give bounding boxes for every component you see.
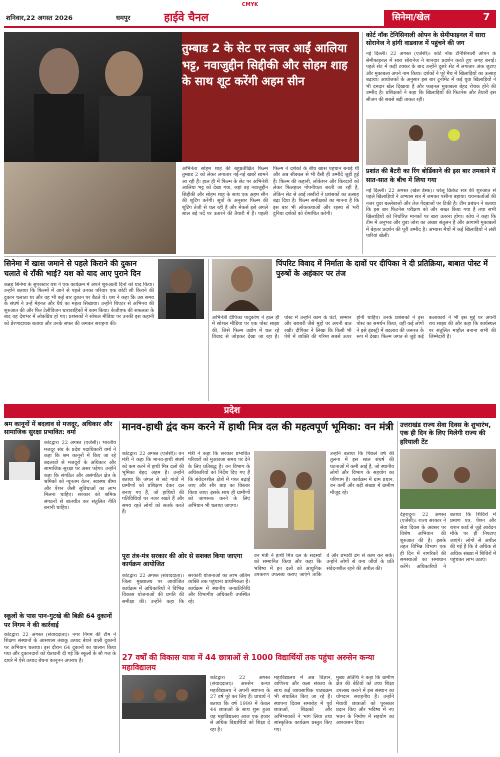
section-name: सिनेमा/खेल <box>392 13 430 23</box>
right-column <box>366 32 496 254</box>
mid-left-headline: सिनेमा में खास जमाने से पहले किराने की दुकान चलाते थे राँकी भाई? यश को याद आए पुराने दिन <box>4 259 141 278</box>
col1-headline: श्रम कानूनों में बदलाव से मजदूर, अधिकार और सामाजिक सुरक्षा प्रभावित: वर्मा <box>4 421 113 437</box>
col1-sub-headline: स्कूलों के पास पान-गुटखे की बिक्री 64 दुकानों पर निगम ने की कार्रवाई <box>4 613 112 629</box>
mid-left-body: कन्नड़ सिनेमा के सुपरस्टार यश ने एक कार्यक्रम में अपने शुरुआती दिनों को याद किया। उन्होंने बताया कि फिल्मों में आने से पहले उनका परिवार एक छोटी सी किराने की दुकान चलाता था और वह भी कई बार दुकान पर बैठते थे। यश ने कहा कि उस समय के संघर्ष ने उन्हें मेहनत और धैर्य का महत्व सिखाया। उन्होंने थिएटर से अभिनय की शुरुआत की और फिर टेलीविजन धारावाहिकों में काम किया। केजीएफ की सफलता के बाद वह देशभर में लोकप्रिय हो गए। प्रशंसकों ने सोशल मीडिया पर उनकी इस कहानी को प्रेरणादायक बताया और उनके सफर की जमकर सराहना की। <box>4 281 154 327</box>
deepika-portrait <box>212 259 272 311</box>
issue-date: शनिवार,22 अगस्त 2026 <box>6 14 73 22</box>
right-body: देहरादून। 22 अगस्त (एजेंसी)। राज्य सरकार ने सेवा दिवस के अवसर पर विशेष अभियान की शुरुआत की है। इसके तहत विभिन्न विभाग एक ही दिन में नागरिकों की समस्याओं का समाधान करेंगे। अधिकारियों ने बताया कि शिविरों में प्रमाण पत्र, पेंशन और राशन कार्ड से जुड़े आवेदन मौके पर ही निपटाए जाएंगे। लोगों से अपील की गई है कि वे अधिक से अधिक संख्या में शिविरों में पहुंचकर लाभ उठाएं। <box>400 511 496 570</box>
mid-right-story <box>212 259 496 401</box>
story1-photo <box>366 119 496 165</box>
col1-body: कोटद्वार। 22 अगस्त (एजेंसी)। भारतीय मजदूर संघ के प्रदेश पदाधिकारी वर्मा ने कहा कि श्रम कानूनों में किए जा रहे बदलावों से मजदूरों के अधिकार और सामाजिक सुरक्षा पर असर पड़ेगा। उन्होंने कहा कि संगठित और असंगठित क्षेत्र के श्रमिकों को न्यूनतम वेतन, स्वास्थ्य बीमा और पेंशन जैसी सुविधाओं का लाभ मिलना चाहिए। सरकार को श्रमिक संगठनों से बातचीत कर संतुलित नीति बनानी चाहिए। <box>44 440 116 512</box>
bottom-photo <box>122 675 206 719</box>
yash-portrait <box>158 259 204 319</box>
section-banner <box>384 10 496 26</box>
seva-divas-figures <box>400 449 496 509</box>
college-ceremony-figures <box>122 675 206 719</box>
bottom-headline: 27 वर्षों की विकास यात्रा में 44 छात्राओं से 1000 विद्यार्थियों तक पहुंचा अरुसेन कन्या महाविद्यालय <box>122 653 375 672</box>
pradesh-main <box>122 421 394 651</box>
minister-event-figures <box>254 451 326 549</box>
brand-name: हाईवे चैनल <box>164 11 209 24</box>
side-headline: पूरा तंत्र-मंत्र सरकार की ओर से सशक्त किया जाएगा कार्यक्रम आयोजित <box>122 553 243 569</box>
main-body-4: वन मंत्री ने हाथी मित्र दल के सदस्यों को सम्मानित किया और कहा कि भविष्य में इन दलों को आधुनिक उपकरण उपलब्ध कराए जाएंगे ताकि वे और प्रभावी ढंग से काम कर सकें। उन्होंने लोगों से वन्य जीवों के प्रति संवेदनशील रहने की अपील की। <box>254 553 394 579</box>
main-body-2: मंत्री ने कहा कि सरकार प्रभावित परिवारों को मुआवजा समय पर देने के लिए प्रतिबद्ध है। वन विभाग के अधिकारियों को निर्देश दिए गए हैं कि संवेदनशील क्षेत्रों में गश्त बढ़ाई जाए और सौर बाड़ का विस्तार किया जाए। इसके साथ ही ग्रामीणों को जागरूक करने के लिए अभियान भी चलाया जाएगा। <box>188 451 250 509</box>
side-body: कोटद्वार। 22 अगस्त (संवाददाता)। जिला मुख्यालय पर आयोजित कार्यक्रम में अधिकारियों ने विभिन्न विकास योजनाओं की प्रगति की समीक्षा की। उन्होंने कहा कि सरकारी योजनाओं का लाभ अंतिम व्यक्ति तक पहुंचाना प्राथमिकता है। कार्यक्रम में स्थानीय जनप्रतिनिधि और विभागीय अधिकारी उपस्थित रहे। <box>122 573 250 605</box>
right-photo <box>400 449 496 509</box>
pradesh-col1 <box>4 421 116 753</box>
bottom-body-2: महाविद्यालय में अब विज्ञान, वाणिज्य और कला संकाय के साथ कई व्यावसायिक पाठ्यक्रम भी संचालित किए जा रहे हैं। स्थापना दिवस समारोह में पूर्व छात्राओं, शिक्षकों और अभिभावकों ने भाग लिया तथा सांस्कृतिक कार्यक्रम प्रस्तुत किए गए। <box>274 675 332 733</box>
right-headline: उत्तराखंड राज्य सेवा दिवस के शुभारंभ, एक ही दिन के लिए मिलेगी राज्य की हरियाली टेंट <box>400 421 491 446</box>
masthead <box>4 10 496 28</box>
verma-portrait <box>4 440 40 480</box>
bottom-body-1: कोटद्वार। 22 अगस्त (संवाददाता)। अरुसेन कन्या महाविद्यालय ने अपनी स्थापना के 27 वर्ष पूरे कर लिए हैं। प्राचार्य ने बताया कि वर्ष 1999 में केवल 44 छात्राओं के साथ शुरू हुआ यह महाविद्यालय आज एक हजार से अधिक विद्यार्थियों को शिक्षा दे रहा है। <box>210 675 270 733</box>
col1-photo <box>4 440 40 480</box>
story2-body: नई दिल्ली। 22 अगस्त (खेल डेस्क)। घरेलू क्रिकेट सत्र की शुरुआत से पहले खिलाड़ियों ने अभ्यास सत्र में जमकर पसीना बहाया। चयनकर्ताओं की नजर युवा बल्लेबाजों और तेज गेंदबाजों पर टिकी है। टीम प्रबंधन ने बताया कि इस बार फिटनेस परीक्षण को और सख्त किया गया है तथा सभी खिलाड़ियों को निर्धारित मानकों पर खरा उतरना होगा। कोच ने कहा कि टीम में अनुभव और युवा जोश का अच्छा संतुलन है और आगामी मुकाबलों में बेहतर प्रदर्शन की पूरी उम्मीद है। अभ्यास मैचों में कई खिलाड़ियों ने लंबी पारियां खेलीं। <box>366 187 496 239</box>
main-headline: मानव-हाथी द्वंद कम करने में हाथी मित्र दल की महत्वपूर्ण भूमिका: वन मंत्री <box>122 422 394 433</box>
story1-body: नई दिल्ली। 22 अगस्त (एजेंसी)। कोर्ट नॉक टेनिसिनाली ओपन के सेमीफाइनल में सारा सोरानेज ने शानदार प्रदर्शन करते हुए जगह बनाई। पहले सेट में कड़ी टक्कर के बाद उन्होंने दूसरे सेट में लगातार अंक जुटाए और मुकाबला अपने नाम किया। दर्शकों ने पूरे मैच में खिलाड़ियों का उत्साह बढ़ाया। आयोजकों के अनुसार इस बार टूर्नामेंट में कई युवा खिलाड़ियों ने भी दमदार खेल दिखाया है और फाइनल मुकाबला बेहद रोचक होने की उम्मीद है। प्रशिक्षकों ने कहा कि खिलाड़ियों की फिटनेस और तैयारी इस सीजन की सबसे बड़ी ताकत रही। <box>366 51 496 103</box>
edition-city: धमपुर <box>116 14 131 22</box>
mid-left-body-cont <box>158 322 204 401</box>
story2-headline: प्रशांत की बैटरी का रिंग बोर्डिकाने की इस बार तमकाने में सात-सात के बीच में लिया गया <box>366 168 496 184</box>
pradesh-label: प्रदेश <box>224 406 241 416</box>
main-photo <box>254 451 326 549</box>
bottom-body-3: मुख्य अतिथि ने कहा कि ग्रामीण क्षेत्र की बेटियों को उच्च शिक्षा उपलब्ध कराने में इस संस्थान का योगदान सराहनीय है। उन्होंने मेधावी छात्राओं को पुरस्कार प्रदान किए और भविष्य में नए भवन के निर्माण में सहयोग का आश्वासन दिया। <box>336 675 394 727</box>
main-body-3: उन्होंने बताया कि पिछले वर्ष की तुलना में इस साल संघर्ष की घटनाओं में कमी आई है, जो स्थानीय लोगों और विभाग के सहयोग का परिणाम है। कार्यक्रम में ग्राम प्रधान, वन कर्मी और बड़ी संख्या में ग्रामीण मौजूद रहे। <box>330 451 394 496</box>
yash-photo <box>158 259 204 319</box>
main-body-1: कोटद्वार। 22 अगस्त (एजेंसी)। वन मंत्री ने कहा कि मानव-हाथी संघर्ष को कम करने में हाथी मित्र दलों की भूमिका बेहद अहम है। उन्होंने बताया कि जंगल से सटे गांवों में ग्रामीणों को प्रशिक्षण देकर दल बनाए गए हैं, जो हाथियों की गतिविधियों पर नजर रखते हैं और समय रहते लोगों को सतर्क करते हैं। <box>122 451 184 516</box>
tennis-player-figure <box>366 119 496 165</box>
lead-photo-actors <box>4 32 182 162</box>
deepika-photo <box>212 259 272 311</box>
lead-body: अभिनेता सोहम शाह की बहुप्रतीक्षित फिल्म तुम्बाड 2 को लेकर लगातार नई-नई खबरें सामने आ रही हैं। हाल ही में फिल्म के सेट पर अभिनेत्री आलिया भट्ट को देखा गया, जहां वह नवाजुद्दीन सिद्दीकी और सोहम शाह के साथ एक अहम सीन की शूटिंग करेंगी। सूत्रों के अनुसार फिल्म की शूटिंग तेजी से चल रही है और मेकर्स इसे अगले साल बड़े पर्दे पर उतारने की तैयारी में हैं। पहली फिल्म ने दर्शकों के बीच खास पहचान बनाई थी और अब सीक्वल से भी वैसी ही उम्मीदें जुड़ी हुई हैं। फिल्म की कहानी, लोकेशन और किरदारों को लेकर फिलहाल गोपनीयता बरती जा रही है, लेकिन सेट से आई तस्वीरों ने प्रशंसकों का उत्साह बढ़ा दिया है। फिल्म समीक्षकों का मानना है कि इस बार भी लोककथाओं और रहस्य से भरी दुनिया दर्शकों को रोमांचित करेगी। <box>182 166 359 218</box>
lead-story <box>4 32 359 254</box>
mid-right-headline: पिंपरिट विवाद में निर्माता के दावों पर दीपिका ने दी प्रतिक्रिया, बाबात पोस्ट में पुरुषों के अहंकार पर तंज <box>276 259 488 278</box>
pradesh-bottom <box>122 653 394 753</box>
story1-headline: कोर्ट नॉक टेनिसिनाली ओपन के सेमीफाइनल में सारा सोरानेज ने हांगी वाडवाज में पहुंचने की जग <box>366 32 486 48</box>
mid-right-body: अभिनेत्री दीपिका पादुकोण ने हाल ही में सोशल मीडिया पर एक पोस्ट साझा की, जिसे फिल्म उद्योग में चल रहे विवाद से जोड़कर देखा जा रहा है। पोस्ट में उन्होंने काम के घंटों, सम्मान और बराबरी जैसे मुद्दों पर अपनी बात रखी। दीपिका ने लिखा कि किसी भी पेशे में व्यक्ति की गरिमा सबसे ऊपर होनी चाहिए। उनके प्रशंसकों ने इस पोस्ट का समर्थन किया, वहीं कई लोगों ने इसे इंडस्ट्री में बदलाव की जरूरत के रूप में देखा। फिल्म जगत से जुड़े कई कलाकारों ने भी इस मुद्दे पर अपनी राय साझा की और कहा कि कार्यस्थल पर संतुलित माहौल बनाना सभी की जिम्मेदारी है। <box>212 315 496 341</box>
lead-photo-figures <box>4 32 182 162</box>
page-number: 7 <box>483 12 490 23</box>
pradesh-bar <box>4 404 496 418</box>
pradesh-right <box>400 421 496 753</box>
lead-headline: तुम्बाड 2 के सेट पर नजर आईं आलिया भट्ट, नवाजुद्दीन सिद्दीकी और सोहम शाह के साथ शूट करेंगी अहम सीन <box>182 41 348 89</box>
cmyk-mark: CMYK <box>241 2 259 8</box>
mid-left-story <box>4 259 154 401</box>
lead-photo-third <box>4 162 176 254</box>
col1-sub-body: कोटद्वार। 22 अगस्त (संवाददाता)। नगर निगम की टीम ने शिक्षण संस्थानों के आसपास तंबाकू उत्पाद बेचने वाली दुकानों पर अभियान चलाया। इस दौरान 64 दुकानों का चालान किया गया और दुकानदारों को चेतावनी दी गई कि स्कूलों के सौ गज के दायरे में ऐसे उत्पाद बेचना कानूनन अपराध है। <box>4 631 116 664</box>
